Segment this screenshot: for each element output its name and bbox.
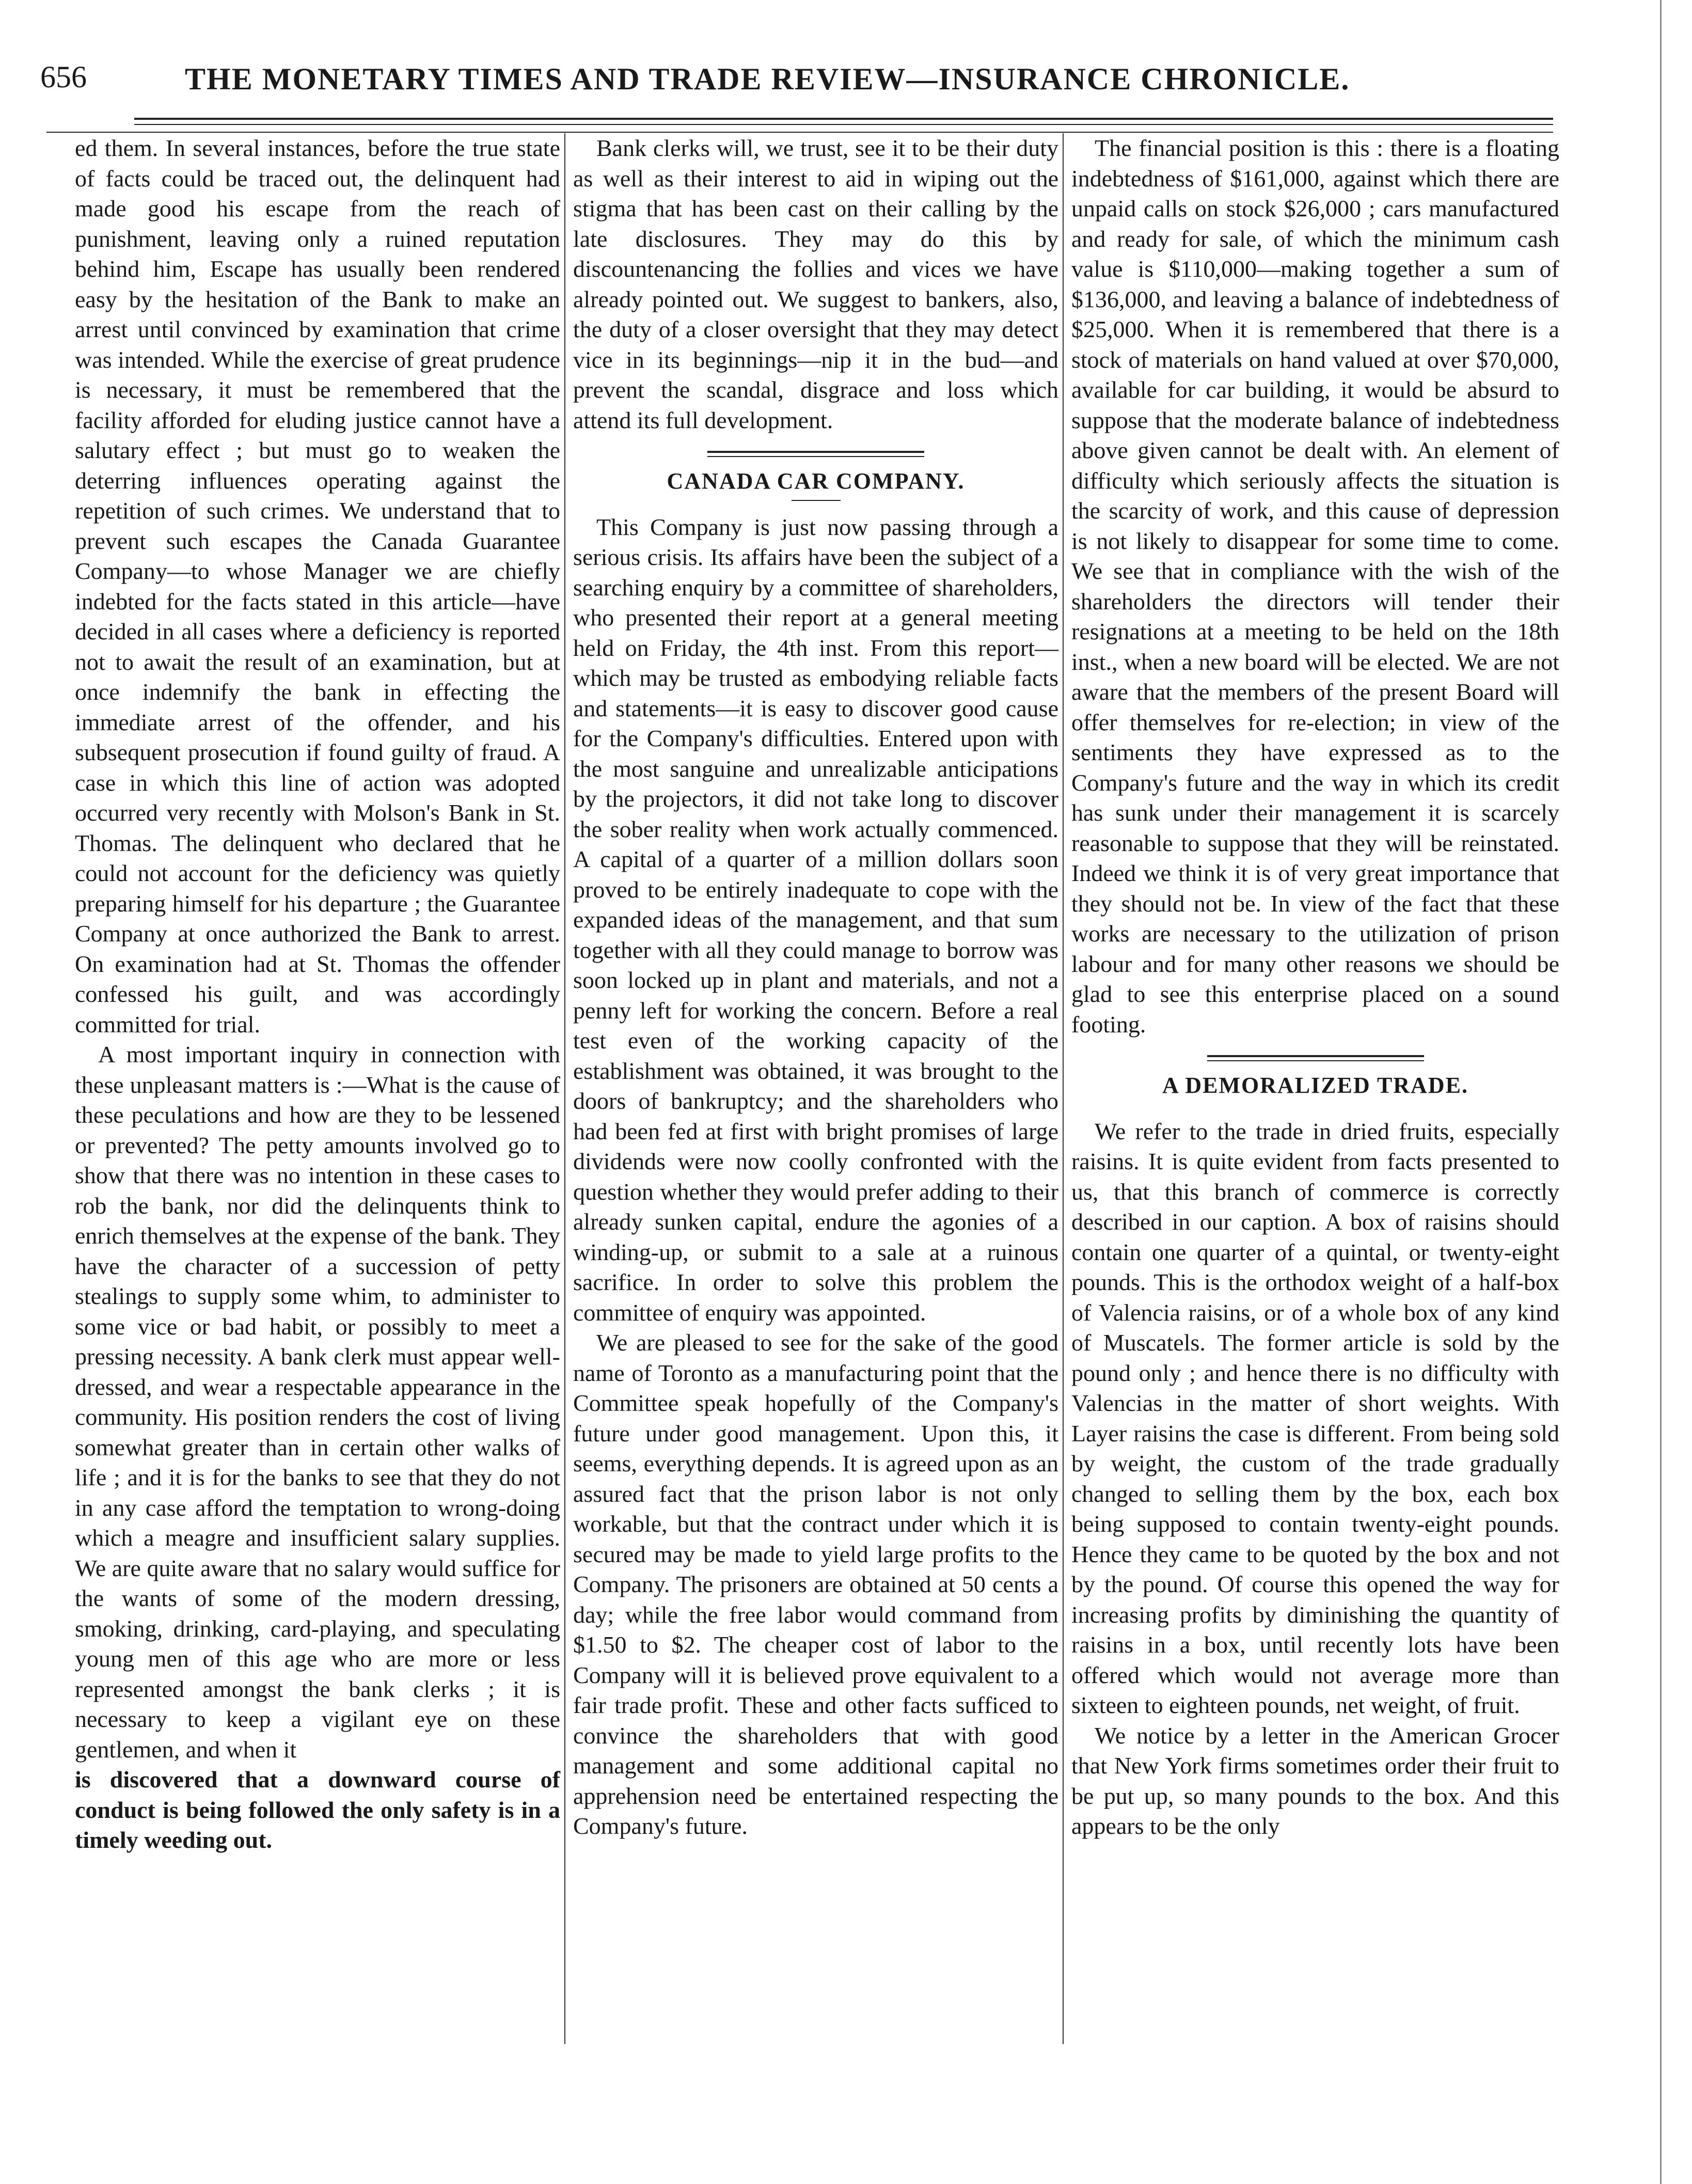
- col1-paragraph-2-end: is discovered that a downward course of conduct is being followed the only safety is in a timely weeding out.: [75, 1766, 560, 1853]
- running-head: THE MONETARY TIMES AND TRADE REVIEW—INSURANCE CHRONICLE.: [185, 62, 1350, 96]
- header-rule-bottom: [46, 132, 1553, 133]
- article-headline-canada-car: CANADA CAR COMPANY.: [667, 468, 965, 494]
- col3-paragraph-2: We refer to the trade in dried fruits, especially raisins. It is quite evident from facts presented to us, that this branch of commerce is correctly described in our caption. A box of raisins should contain one quarter of a quintal, or twenty-eight pounds. This is the orthodox weight of a half-box of Valencia raisins, or of a whole box of any kind of Muscatels. The former article is sold by the pound only ; and hence there is no difficulty with Valencias in the matter of short weights. With Layer raisins the case is different. From being sold by weight, the custom of the trade gradually changed to selling them by the box, each box being supposed to contain twenty-eight pounds. Hence they came to be quoted by the box and not by the pound. Of course this opened the way for increasing profits by diminishing the quantity of raisins in a box, until recently lots have been offered which would not average more than sixteen to eighteen pounds, net weight, of fruit.: [1071, 1118, 1559, 1718]
- col2-paragraph-3: We are pleased to see for the sake of the good name of Toronto as a manufacturing point that the Committee speak hopefully of the Company's future under good management. Upon this, it seems, everything depends. It is agreed upon as an assured fact that the prison labor is not only workable, but that the contract under which it is secured may be made to yield large profits to the Company. The prisoners are obtained at 50 cents a day; while the free labor would command from $1.50 to $2. The cheaper cost of labor to the Company will it is believed prove equivalent to a fair trade profit. These and other facts sufficed to convince the shareholders that with good management and some additional capital no apprehension need be entertained respecting the Company's future.: [573, 1329, 1058, 1839]
- page-number: 656: [40, 60, 87, 94]
- header-rule: [134, 118, 1553, 120]
- column-divider-1: [564, 133, 565, 2044]
- col2-paragraph-2: This Company is just now passing through a serious crisis. Its affairs have been the subject of a searching enquiry by a committee of shareholders, who presented their report at a general meeting held on Friday, the 4th inst. From this report—which may be trusted as embodying reliable facts and statements—it is easy to discover good cause for the Company's difficulties. Entered upon with the most sanguine and unrealizable anticipations by the projectors, it did not take long to discover the sober reality when work actually commenced. A capital of a quarter of a million dollars soon proved to be entirely inadequate to cope with the expanded ideas of the management, and that sum together with all they could manage to borrow was soon locked up in plant and materials, and not a penny left for working the concern. Before a real test even of the working capacity of the establishment was obtained, it was brought to the doors of bankruptcy; and the shareholders who had been fed at first with bright promises of large dividends were now coolly confronted with the question whether they would prefer adding to their already sunken capital, endure the agonies of a winding-up, or submit to a sale at a ruinous sacrifice. In order to solve this problem the committee of enquiry was appointed.: [573, 513, 1058, 1326]
- headline-spacer: [1071, 1101, 1559, 1117]
- col3-paragraph-3: We notice by a letter in the American Grocer that New York firms sometimes order their fruit to be put up, so many pounds to the box. And this appears to be the only: [1071, 1722, 1559, 1839]
- section-ornament-rule: [707, 451, 924, 457]
- section-ornament-rule-2: [1207, 1055, 1424, 1061]
- header-rule-thin: [134, 124, 1553, 125]
- headline-short-rule: [792, 500, 841, 501]
- column-divider-2: [1063, 133, 1064, 2044]
- column-2: [573, 133, 1058, 1842]
- column-1: [75, 133, 560, 1856]
- column-3: [1071, 133, 1559, 1842]
- col2-paragraph-1: Bank clerks will, we trust, see it to be their duty as well as their interest to aid in wiping out the stigma that has been cast on their calling by the late disclosures. They may do this by discountenancing the follies and vices we have already pointed out. We suggest to bankers, also, the duty of a closer oversight that they may detect vice in its beginnings—nip it in the bud—and prevent the scandal, disgrace and loss which attend its full development.: [573, 135, 1058, 433]
- page-edge-line: [1660, 0, 1662, 2184]
- page-header: [40, 54, 1553, 111]
- col1-paragraph-2: A most important inquiry in connection with these unpleasant matters is :—What is the cause of these peculations and how are they to be lessened or prevented? The petty amounts involved go to show that there was no intention in these cases to rob the bank, nor did the delinquents think to enrich themselves at the expense of the bank. They have the character of a succession of petty stealings to supply some whim, to administer to some vice or bad habit, or possibly to meet a pressing necessity. A bank clerk must appear well-dressed, and wear a respectable appearance in the community. His position renders the cost of living somewhat greater than in certain other walks of life ; and it is for the banks to see that they do not in any case afford the temptation to wrong-doing which a meagre and insufficient salary supplies. We are quite aware that no salary would suffice for the wants of some of the modern dressing, smoking, drinking, card-playing, and speculating young men of this age who are more or less represented amongst the bank clerks ; it is necessary to keep a vigilant eye on these gentlemen, and when it: [75, 1041, 560, 1763]
- col1-paragraph-1: ed them. In several instances, before the true state of facts could be traced out, the delinquent had made good his escape from the reach of punishment, leaving only a ruined reputation behind him, Escape has usually been rendered easy by the hesitation of the Bank to make an arrest until convinced by examination that crime was intended. While the exercise of great prudence is necessary, it must be remembered that the facility afforded for eluding justice cannot have a salutary effect ; but must go to weaken the deterring influences operating against the repetition of such crimes. We understand that to prevent such escapes the Canada Guarantee Company—to whose Manager we are chiefly indebted for the facts stated in this article—have decided in all cases where a deficiency is reported not to await the result of an examination, but at once indemnify the bank in effecting the immediate arrest of the offender, and his subsequent prosecution if found guilty of fraud. A case in which this line of action was adopted occurred very recently with Molson's Bank in St. Thomas. The delinquent who declared that he could not account for the deficiency was quietly preparing himself for his departure ; the Guarantee Company at once authorized the Bank to arrest. On examination had at St. Thomas the offender confessed his guilt, and was accordingly committed for trial.: [75, 135, 560, 1038]
- col3-paragraph-1: The financial position is this : there is a floating indebtedness of $161,000, against which there are unpaid calls on stock $26,000 ; cars manufactured and ready for sale, of which the minimum cash value is $110,000—making together a sum of $136,000, and leaving a balance of indebtedness of $25,000. When it is remembered that there is a stock of materials on hand valued at over $70,000, available for car building, it would be absurd to suppose that the moderate balance of indebtedness above given cannot be dealt with. An element of difficulty which seriously affects the situation is the scarcity of work, and this cause of depression is not likely to disappear for some time to come. We see that in compliance with the wish of the shareholders the directors will tender their resignations at a meeting to be held on the 18th inst., when a new board will be elected. We are not aware that the members of the present Board will offer themselves for re-election; in view of the sentiments they have expressed as to the Company's future and the way in which its credit has sunk under their management it is scarcely reasonable to suppose that they will be reinstated. Indeed we think it is of very great importance that they should not be. In view of the fact that these works are necessary to the utilization of prison labour and for many other reasons we should be glad to see this enterprise placed on a sound footing.: [1071, 135, 1559, 1038]
- article-headline-demoralized-trade: A DEMORALIZED TRADE.: [1162, 1073, 1468, 1098]
